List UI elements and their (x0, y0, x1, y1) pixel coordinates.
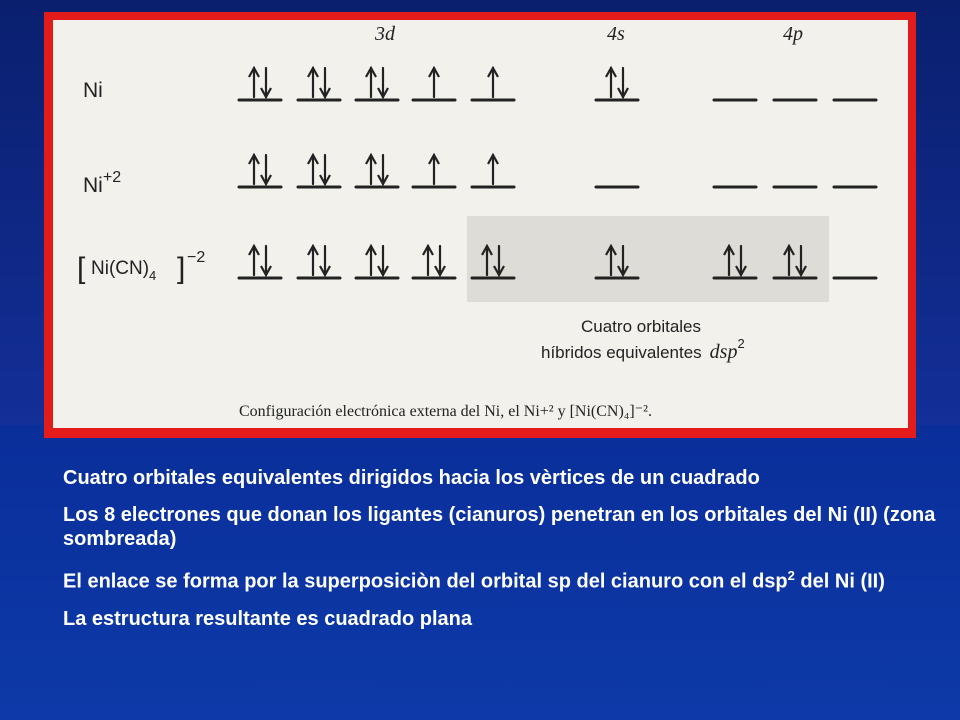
orbital-ni2-5 (472, 155, 514, 187)
electron-up-arrow (308, 155, 318, 184)
electron-down-arrow (320, 155, 330, 184)
electron-up-arrow (429, 155, 439, 184)
orbital-ni2-4 (413, 155, 455, 187)
electron-up-arrow (249, 68, 259, 97)
figure-caption: Configuración electrónica externa del Ni, el Ni+² y [Ni(CN)₄]⁻². (239, 403, 652, 420)
svg-text:Ni(CN)4 (91, 258, 156, 283)
electron-down-arrow (378, 68, 388, 97)
hybrid-note-line1: Cuatro orbitales (581, 317, 702, 336)
bracket-open: [ (77, 252, 86, 285)
complex-subscript: 4 (149, 268, 157, 283)
row-label-ni2: $Ni^{+2}$ (83, 169, 122, 197)
orbital-ni2-1 (239, 155, 281, 187)
orbital-ni-6 (596, 68, 638, 100)
electron-up-arrow (249, 246, 259, 275)
electron-up-arrow (606, 68, 616, 97)
bullet-3: El enlace se forma por la superposiciòn del orbital sp del cianuro con el dsp$^2$ del Ni (II) (63, 568, 885, 593)
header-4s: 4s (607, 23, 625, 45)
electron-up-arrow (308, 68, 318, 97)
electron-up-arrow (308, 246, 318, 275)
orbital-ni2-3 (356, 155, 398, 187)
electron-up-arrow (429, 68, 439, 97)
orbital-complex-2 (298, 246, 340, 278)
electron-down-arrow (435, 246, 445, 275)
orbital-complex-3 (356, 246, 398, 278)
complex-charge: −2 (187, 249, 206, 266)
electron-up-arrow (423, 246, 433, 275)
header-4p: 4p (783, 23, 803, 45)
electron-up-arrow (488, 155, 498, 184)
orbital-ni-5 (472, 68, 514, 100)
orbital-ni-2 (298, 68, 340, 100)
electron-down-arrow (378, 155, 388, 184)
electron-up-arrow (366, 68, 376, 97)
row-label-complex (77, 249, 205, 285)
orbital-ni-1 (239, 68, 281, 100)
electron-up-arrow (366, 246, 376, 275)
orbital-ni-3 (356, 68, 398, 100)
orbital-complex-4 (413, 246, 455, 278)
orbital-ni2-2 (298, 155, 340, 187)
electron-up-arrow (366, 155, 376, 184)
bullet-2: Los 8 electrones que donan los ligantes (cianuros) penetran en los orbitales del Ni (II) (zona sombreada) (63, 504, 936, 550)
electron-down-arrow (320, 246, 330, 275)
electron-down-arrow (261, 68, 271, 97)
complex-formula: Ni(CN) (91, 258, 150, 279)
electron-down-arrow (261, 155, 271, 184)
orbital-diagram-svg (53, 20, 908, 428)
bullet-1: Cuatro orbitales equivalentes dirigidos hacia los vèrtices de un cuadrado (63, 467, 760, 489)
header-3d: 3d (375, 23, 395, 45)
electron-down-arrow (320, 68, 330, 97)
row-label-ni: Ni (83, 79, 103, 102)
bullet-list (63, 466, 943, 644)
bullet-4: La estructura resultante es cuadrado plana (63, 607, 473, 630)
orbital-ni-4 (413, 68, 455, 100)
electron-down-arrow (261, 246, 271, 275)
electron-up-arrow (488, 68, 498, 97)
electron-down-arrow (618, 68, 628, 97)
orbital-diagram (53, 20, 908, 428)
electron-down-arrow (378, 246, 388, 275)
bracket-close: ] (177, 252, 186, 285)
hybrid-shaded-zone (467, 216, 829, 302)
electron-up-arrow (249, 155, 259, 184)
orbital-complex-1 (239, 246, 281, 278)
hybrid-note-line2: híbridos equivalentes dsp$^2$ (541, 336, 745, 363)
